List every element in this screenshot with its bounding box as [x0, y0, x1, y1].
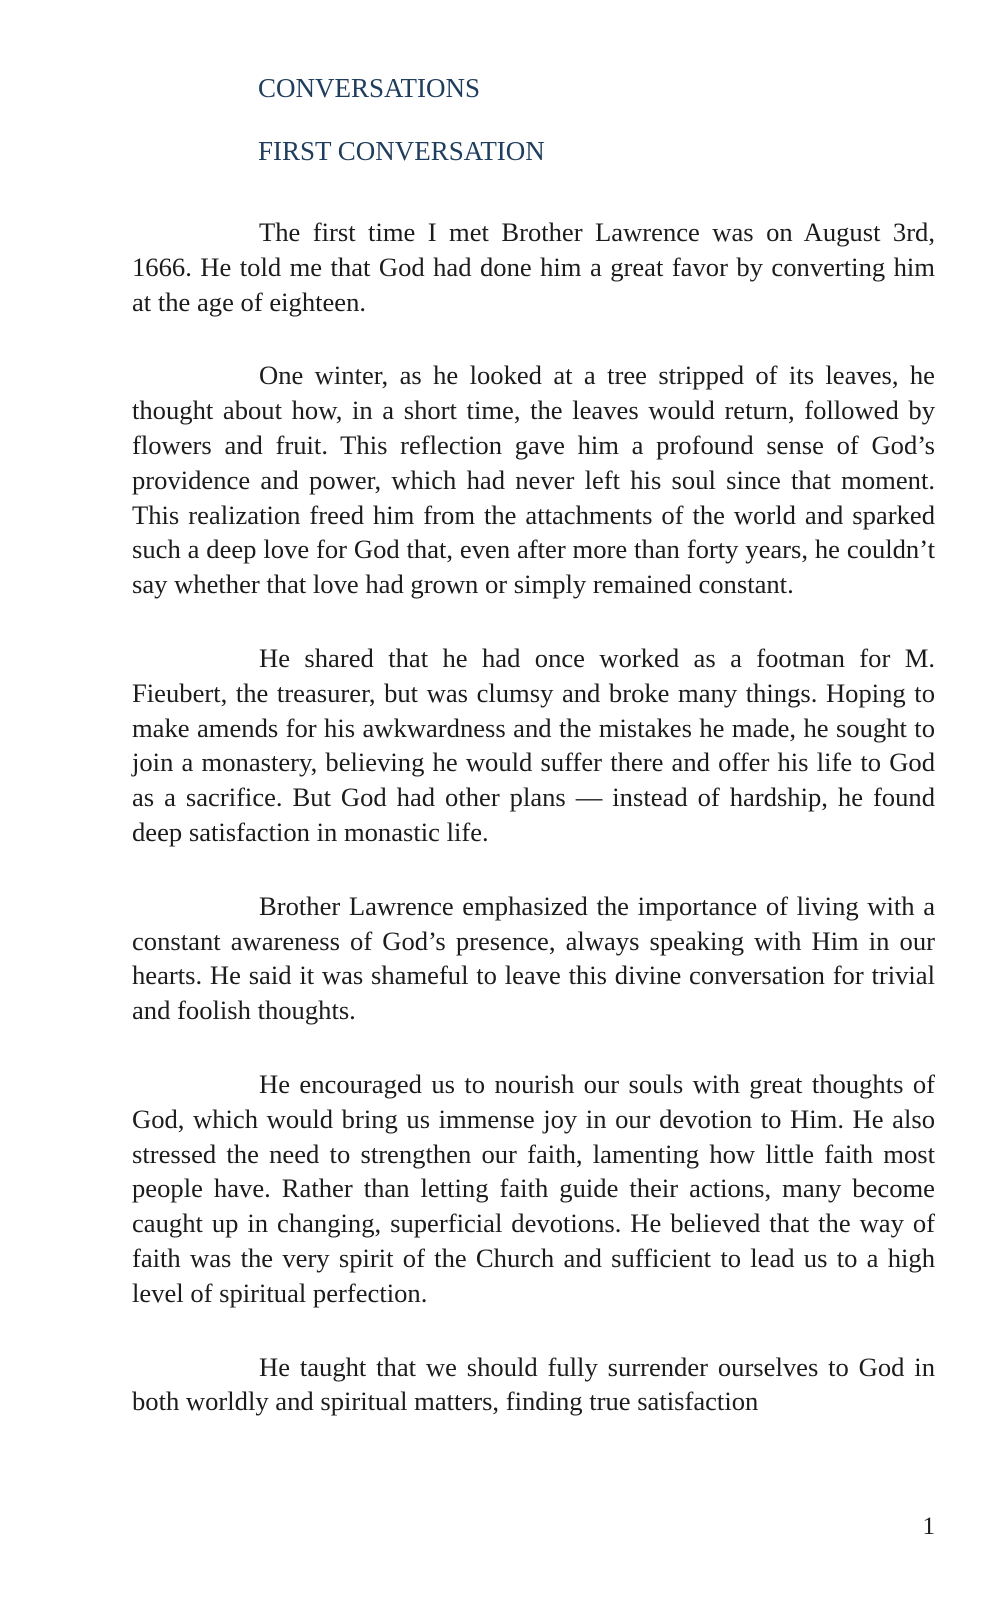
page-number: 1 [922, 1513, 935, 1540]
paragraph-3: He shared that he had once worked as a footman for M. Fieubert, the treasurer, but was clumsy and broke many things. Hoping to make amends for his awkwardness and the mistakes he made, he sought to join a monastery, believing he would suffer there and offer his life to God as a sacrifice. But God had other plans — instead of hardship, he found deep satisfaction in monastic life. [132, 642, 935, 847]
chapter-heading: FIRST CONVERSATION [258, 136, 545, 166]
paragraph-5: He encouraged us to nourish our souls with great thoughts of God, which would bring us immense joy in our devotion to Him. He also stressed the need to strengthen our faith, lamenting how little faith most people have. Rather than letting faith guide their actions, many become caught up in changing, superficial devotions. He believed that the way of faith was the very spirit of the Church and sufficient to lead us to a high level of spiritual perfection. [132, 1068, 935, 1308]
paragraph-1: The first time I met Brother Lawrence was on August 3rd, 1666. He told me that God had done him a great favor by converting him at the age of eighteen. [132, 217, 935, 317]
paragraph-4: Brother Lawrence emphasized the importance of living with a constant awareness of God’s presence, always speaking with Him in our hearts. He said it was shameful to leave this divine conversation for trivial and foolish thoughts. [132, 890, 935, 1026]
body-text [132, 215, 935, 1458]
section-heading: CONVERSATIONS [258, 73, 481, 103]
paragraph-2: One winter, as he looked at a tree stripped of its leaves, he thought about how, in a short time, the leaves would return, followed by flowers and fruit. This reflection gave him a profound sense of God’s providence and power, which had never left his soul since that moment. This realization freed him from the attachments of the world and sparked such a deep love for God that, even after more than forty years, he couldn’t say whether that love had grown or simply remained constant. [132, 360, 935, 600]
paragraph-6: He taught that we should fully surrender ourselves to God in both worldly and spiritual matters, finding true satisfaction [132, 1351, 935, 1417]
